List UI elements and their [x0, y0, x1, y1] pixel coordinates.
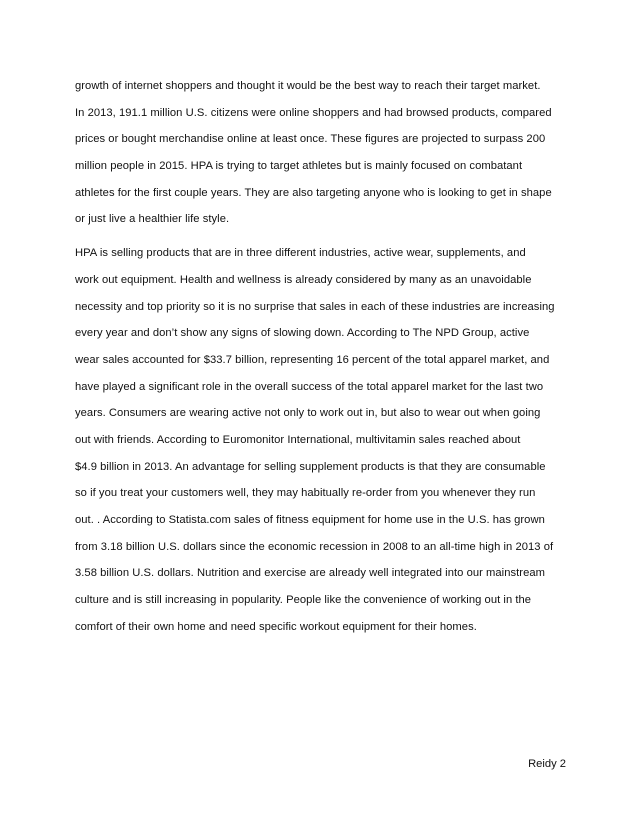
text-line: so if you treat your customers well, they may habitually re-order from you whenever they run	[75, 487, 536, 500]
body-text	[75, 73, 575, 640]
text-line: every year and don’t show any signs of slowing down. According to The NPD Group, active	[75, 327, 530, 340]
text-line: wear sales accounted for $33.7 billion, representing 16 percent of the total apparel market, and	[75, 353, 550, 366]
text-line: years. Consumers are wearing active not only to work out in, but also to wear out when going	[75, 407, 541, 420]
paragraph-spacer	[75, 233, 575, 240]
text-line: comfort of their own home and need specific workout equipment for their homes.	[75, 620, 477, 633]
text-line: out with friends. According to Euromonitor International, multivitamin sales reached about	[75, 433, 521, 446]
text-line: growth of internet shoppers and thought it would be the best way to reach their target market.	[75, 80, 541, 92]
text-line: In 2013, 191.1 million U.S. citizens were online shoppers and had browsed products, compared	[75, 106, 552, 119]
page-number: Reidy 2	[528, 758, 566, 770]
text-line: HPA is selling products that are in three different industries, active wear, supplements, and	[75, 247, 526, 260]
paragraph-2	[75, 240, 575, 640]
text-line: from 3.18 billion U.S. dollars since the economic recession in 2008 to an all-time high in 2013 of	[75, 540, 554, 553]
text-line: athletes for the first couple years. They are also targeting anyone who is looking to get in shape	[75, 186, 552, 199]
text-line: culture and is still increasing in popularity. People like the convenience of working out in the	[75, 594, 532, 607]
text-line: have played a significant role in the overall success of the total apparel market for the last two	[75, 380, 544, 393]
paragraph-1	[75, 73, 575, 233]
text-line: million people in 2015. HPA is trying to target athletes but is mainly focused on combatant	[75, 160, 523, 173]
text-line: prices or bought merchandise online at least once. These figures are projected to surpass 200	[75, 133, 546, 146]
text-line: out. . According to Statista.com sales of fitness equipment for home use in the U.S. has grown	[75, 514, 545, 526]
text-line: work out equipment. Health and wellness is already considered by many as an unavoidable	[75, 273, 532, 286]
text-line: or just live a healthier life style.	[75, 213, 230, 226]
text-line: 3.58 billion U.S. dollars. Nutrition and exercise are already well integrated into our mainstream	[75, 567, 545, 580]
text-line: $4.9 billion in 2013. An advantage for selling supplement products is that they are consumable	[75, 460, 546, 473]
text-line: necessity and top priority so it is no surprise that sales in each of these industries are increasing	[75, 300, 555, 313]
